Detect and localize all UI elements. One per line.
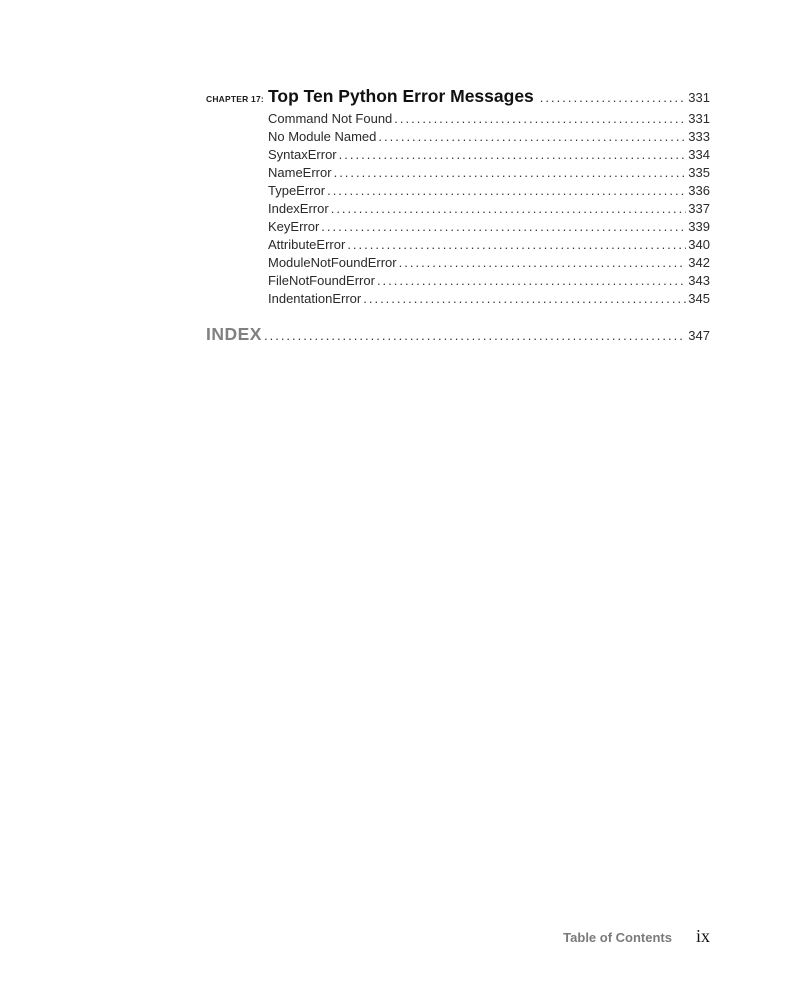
table-of-contents [206, 86, 710, 348]
entry-page-number: 339 [688, 219, 710, 234]
chapter-title: Top Ten Python Error Messages [268, 86, 534, 106]
entry-page-number: 335 [688, 165, 710, 180]
entry-page-number: 343 [688, 273, 710, 288]
chapter-page-number: 331 [688, 90, 710, 105]
toc-entry-command-not-found [268, 111, 710, 129]
entry-title: KeyError [268, 219, 320, 234]
toc-entry-indentationerror [268, 291, 710, 309]
dot-leader [399, 255, 687, 270]
toc-entry-indexerror [268, 201, 710, 219]
entry-page-number: 331 [688, 111, 710, 126]
dot-leader [327, 183, 686, 198]
dot-leader [264, 328, 686, 343]
dot-leader [321, 219, 686, 234]
entry-title: TypeError [268, 183, 326, 198]
entry-page-number: 345 [688, 291, 710, 306]
entry-title: ModuleNotFoundError [268, 255, 397, 270]
toc-entry-keyerror [268, 219, 710, 237]
dot-leader [363, 291, 686, 306]
entry-title: AttributeError [268, 237, 346, 252]
entry-page-number: 334 [688, 147, 710, 162]
entry-page-number: 340 [688, 237, 710, 252]
section-list [206, 111, 710, 309]
toc-entry-no-module-named [268, 129, 710, 147]
entry-title: IndentationError [268, 291, 362, 306]
entry-title: IndexError [268, 201, 329, 216]
toc-entry-filenotfounderror [268, 273, 710, 291]
toc-entry-attributeerror [268, 237, 710, 255]
page-number: ix [695, 926, 710, 946]
entry-page-number: 337 [688, 201, 710, 216]
entry-title: NameError [268, 165, 332, 180]
toc-entry-modulenotfounderror [268, 255, 710, 273]
entry-title: Command Not Found [268, 111, 393, 126]
index-heading [206, 324, 710, 348]
toc-entry-syntaxerror [268, 147, 710, 165]
index-title: INDEX [206, 324, 262, 344]
entry-page-number: 342 [688, 255, 710, 270]
dot-leader [347, 237, 686, 252]
dot-leader [540, 90, 687, 105]
running-footer-label: Table of Contents [563, 930, 672, 945]
toc-entry-typeerror [268, 183, 710, 201]
entry-title: FileNotFoundError [268, 273, 375, 288]
chapter-label: CHAPTER 17: [206, 94, 264, 104]
index-page-number: 347 [688, 328, 710, 343]
entry-title: SyntaxError [268, 147, 337, 162]
chapter-heading [206, 86, 710, 110]
entry-title: No Module Named [268, 129, 377, 144]
entry-page-number: 333 [688, 129, 710, 144]
dot-leader [339, 147, 687, 162]
toc-entry-nameerror [268, 165, 710, 183]
dot-leader [334, 165, 687, 180]
page-footer [563, 926, 710, 947]
dot-leader [378, 129, 686, 144]
dot-leader [394, 111, 686, 126]
dot-leader [331, 201, 687, 216]
entry-page-number: 336 [688, 183, 710, 198]
dot-leader [377, 273, 686, 288]
